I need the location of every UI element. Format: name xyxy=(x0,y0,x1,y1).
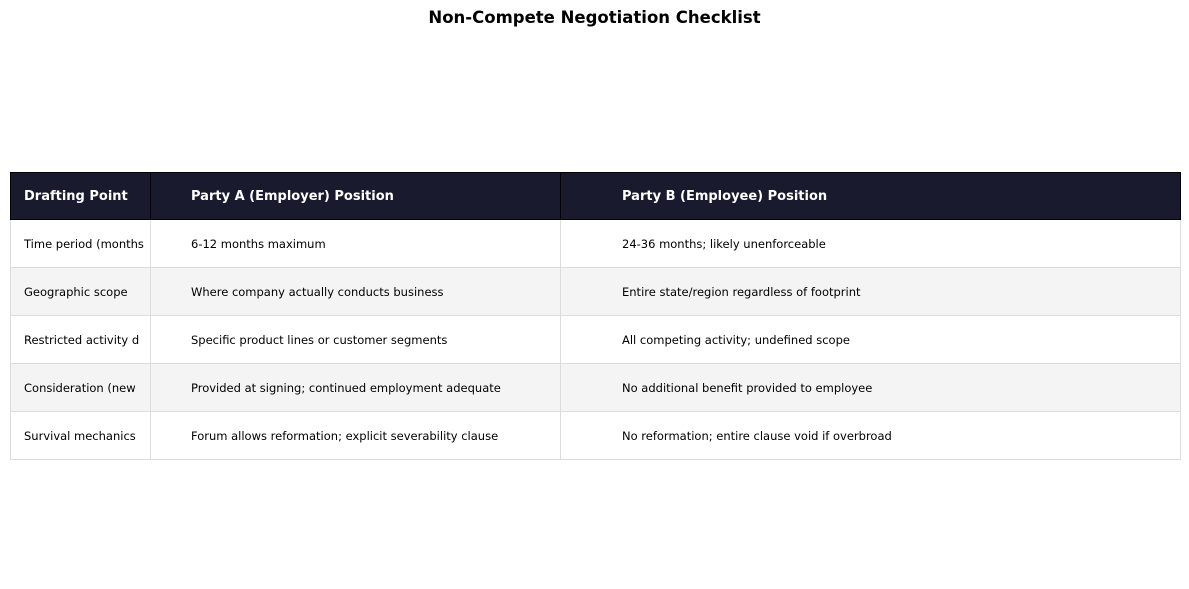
table-row xyxy=(11,364,1181,412)
table-row xyxy=(11,412,1181,460)
cell-party-a: Forum allows reformation; explicit severability clause xyxy=(151,412,561,460)
cell-party-b: 24-36 months; likely unenforceable xyxy=(561,220,1181,268)
cell-drafting-point: Restricted activity d xyxy=(11,316,151,364)
column-header-drafting-point: Drafting Point xyxy=(11,173,151,220)
cell-drafting-point: Survival mechanics xyxy=(11,412,151,460)
table-row xyxy=(11,220,1181,268)
column-header-party-b: Party B (Employee) Position xyxy=(561,173,1181,220)
table-row xyxy=(11,268,1181,316)
checklist-table xyxy=(10,172,1181,460)
cell-party-a: Where company actually conducts business xyxy=(151,268,561,316)
cell-party-a: 6-12 months maximum xyxy=(151,220,561,268)
cell-party-b: Entire state/region regardless of footprint xyxy=(561,268,1181,316)
cell-party-b: No reformation; entire clause void if overbroad xyxy=(561,412,1181,460)
cell-drafting-point: Geographic scope xyxy=(11,268,151,316)
column-header-party-a: Party A (Employer) Position xyxy=(151,173,561,220)
table-row xyxy=(11,316,1181,364)
cell-party-b: No additional benefit provided to employee xyxy=(561,364,1181,412)
cell-drafting-point: Time period (months xyxy=(11,220,151,268)
cell-party-b: All competing activity; undefined scope xyxy=(561,316,1181,364)
cell-party-a: Specific product lines or customer segments xyxy=(151,316,561,364)
page-title: Non-Compete Negotiation Checklist xyxy=(428,8,761,27)
cell-party-a: Provided at signing; continued employment adequate xyxy=(151,364,561,412)
table-header-row xyxy=(11,173,1181,220)
cell-drafting-point: Consideration (new xyxy=(11,364,151,412)
